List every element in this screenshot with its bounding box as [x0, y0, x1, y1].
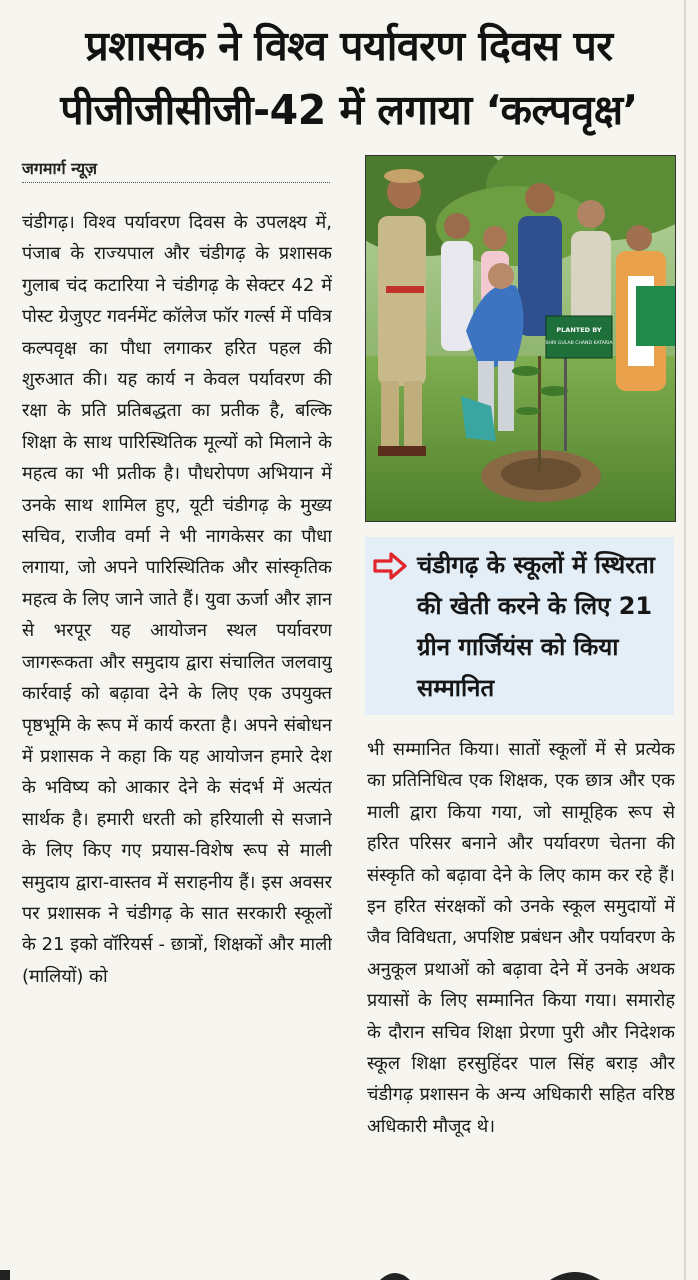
headline-line-1: प्रशासक ने विश्व पर्यावरण दिवस पर	[85, 22, 613, 70]
arrow-right-icon	[373, 551, 407, 581]
headline	[14, 14, 684, 142]
plaque-line-2: SHRI GULAB CHAND KATARIA	[545, 341, 613, 346]
tree-planting-photo	[366, 156, 675, 521]
news-photo	[365, 155, 676, 522]
page-edge-line	[684, 0, 686, 1280]
headline-line-2: पीजीजीसीजी-42 में लगाया ‘कल्पवृक्ष’	[60, 86, 638, 134]
article-body-right	[367, 734, 675, 1254]
article-paragraph-right: भी सम्मानित किया। सातों स्कूलों में से प्रत्येक का प्रतिनिधित्व एक शिक्षक, एक छात्र और एक माली द्वारा किया गया, जो सामूहिक रूप से हरित परिसर बनाने और पर्यावरण चेतना की संस्कृति को बढ़ावा देने के लिए काम कर रहे हैं। इन हरित संरक्षकों को उनके स्कूल समुदायों में जैव विविधता, अपशिष्ट प्रबंधन और पर्यावरण के अनुकूल प्रथाओं को बढ़ावा देने में उनके अथक प्रयासों के लिए सम्मानित किया गया। समारोह के दौरान सचिव शिक्षा प्रेरणा पुरी और निदेशक स्कूल शिक्षा हरसुहिंदर पाल सिंह बराड़ और चंडीगढ़ प्रशासन के अन्य अधिकारी सहित वरिष्ठ अधिकारी मौजूद थे।	[367, 739, 675, 1137]
plaque-line-1: PLANTED BY	[556, 326, 602, 334]
page-bottom-edge	[0, 1262, 698, 1280]
article-body-left	[22, 207, 332, 1247]
highlight-text: चंडीगढ़ के स्कूलों में स्थिरता की खेती करने के लिए 21 ग्रीन गार्जियंस को किया सम्मानित	[417, 551, 655, 702]
article-paragraph-left: चंडीगढ़। विश्व पर्यावरण दिवस के उपलक्ष्य में, पंजाब के राज्यपाल और चंडीगढ़ के प्रशासक गुलाब चंद कटारिया ने चंडीगढ़ के सेक्टर 42 में पोस्ट ग्रेजुएट गवर्नमेंट कॉलेज फॉर गर्ल्स में पवित्र कल्पवृक्ष का पौधा लगाकर हरित पहल की शुरुआत की। यह कार्य न केवल पर्यावरण की रक्षा के प्रति प्रतिबद्धता का प्रतीक है, बल्कि शिक्षा के साथ पारिस्थितिक मूल्यों को मिलाने के महत्व का भी प्रतीक है। पौधरोपण अभियान में उनके साथ शामिल हुए, यूटी चंडीगढ़ के मुख्य सचिव, राजीव वर्मा ने भी नागकेसर का पौधा लगाया, जो अपने पारिस्थितिक और सांस्कृतिक महत्व के लिए जाने जाते हैं। युवा ऊर्जा और ज्ञान से भरपूर यह आयोजन स्थल पर्यावरण जागरूकता और समुदाय द्वारा संचालित जलवायु कार्रवाई को बढ़ावा देने के लिए एक उपयुक्त पृष्ठभूमि के रूप में कार्य करता है। अपने संबोधन में प्रशासक ने कहा कि यह आयोजन हमारे देश के भविष्य को आकार देने के संदर्भ में अत्यंत सार्थक है। हमारी धरती को हरियाली से सजाने के लिए किए गए प्रयास-विशेष रूप से माली समुदाय द्वारा-वास्तव में सराहनीय हैं। इस अवसर पर प्रशासक ने चंडीगढ़ के सात सरकारी स्कूलों के 21 इको वॉरियर्स - छात्रों, शिक्षकों और माली (मालियों) को	[22, 212, 332, 987]
byline: जगमार्ग न्यूज़	[22, 157, 330, 183]
highlight-box	[365, 537, 674, 715]
